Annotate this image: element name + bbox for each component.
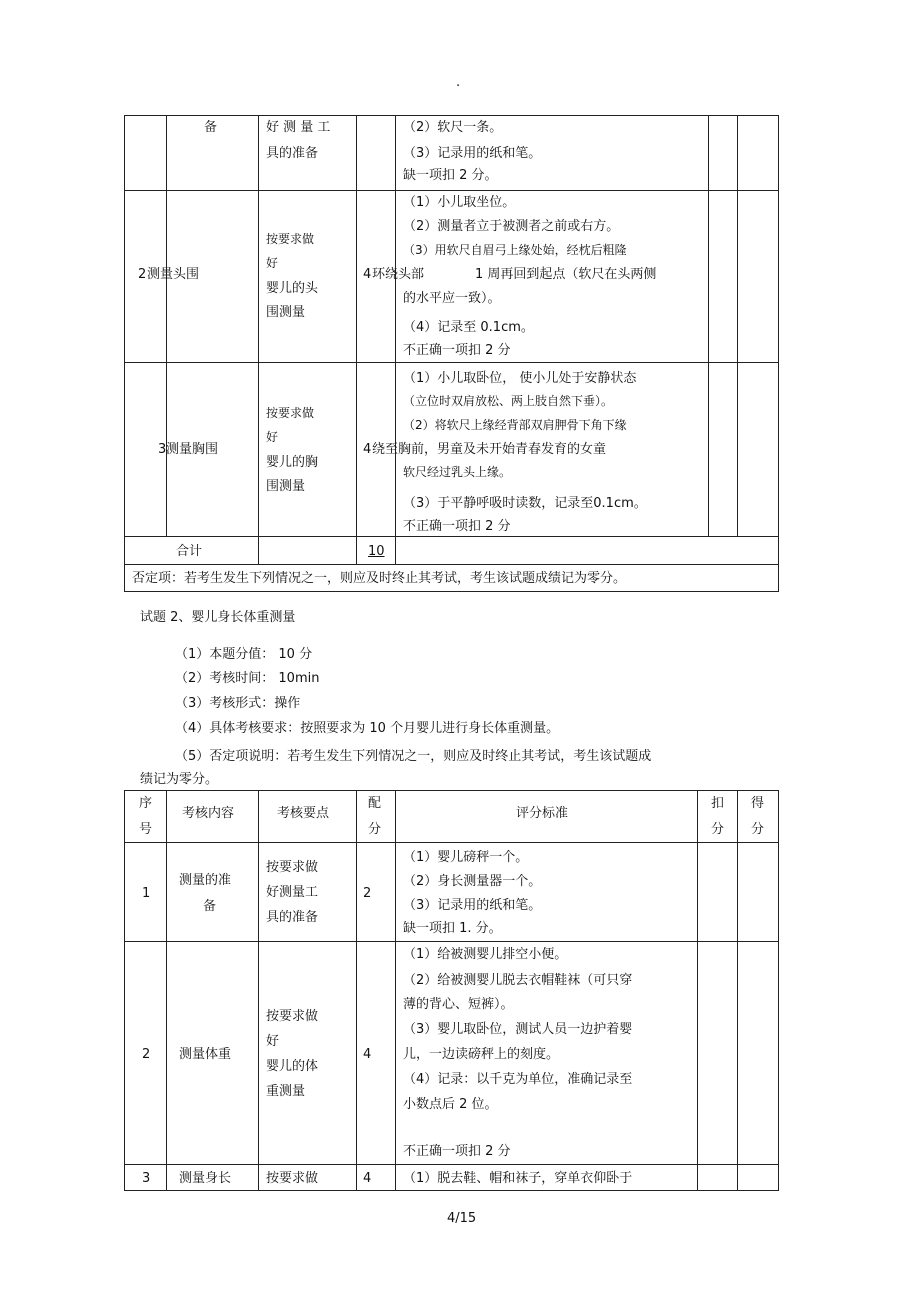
t2-head-score-1: 配 — [368, 796, 382, 811]
header-dot: . — [456, 75, 461, 90]
t2-row1-criteria-2: （2）身长测量器一个。 — [403, 874, 542, 889]
t1-rowB-criteria-8: 不正确一项扣 2 分 — [403, 343, 511, 358]
section-title: 试题 2、婴儿身长体重测量 — [140, 610, 296, 625]
t1-rowB-point-4: 围测量 — [266, 305, 306, 320]
t2-row1-item-2: 备 — [203, 899, 217, 914]
t2-row1-point-1: 按要求做 — [266, 860, 319, 875]
t1-rowB-point-3: 婴儿的头 — [266, 281, 319, 296]
t1-rowC-criteria-7: 不正确一项扣 2 分 — [403, 519, 511, 534]
t1-total-label: 合计 — [176, 544, 203, 559]
section-item-3: （3）考核形式：操作 — [175, 696, 301, 711]
t2-head-get-2: 分 — [751, 822, 765, 837]
section-item-4: （4）具体考核要求：按照要求为 10 个月婴儿进行身长体重测量。 — [175, 721, 560, 736]
t2-head-content: 考核内容 — [182, 806, 235, 821]
t1-rowC-point-4: 围测量 — [266, 479, 306, 494]
t2-head-seq-1: 序 — [139, 796, 153, 811]
t1-rowB-criteria-1: （1）小儿取坐位。 — [403, 195, 516, 210]
t1-rowC-criteria-3: （2）将软尺上缘经背部双肩胛骨下角下缘 — [403, 418, 627, 432]
section-item-6: 绩记为零分。 — [140, 772, 219, 787]
t1-rowB-point-2: 好 — [266, 256, 279, 270]
t1-rowA-point-1: 好 测 量 工 — [266, 120, 331, 135]
t2-head-criteria: 评分标准 — [516, 806, 569, 821]
t2-row2-point-1: 按要求做 — [266, 1009, 319, 1024]
t2-row1-criteria-1: （1）婴儿磅秤一个。 — [403, 850, 529, 865]
t2-row3-num: 3 — [142, 1171, 151, 1186]
t1-rowC-criteria-4: 绕至胸前，男童及未开始青春发育的女童 — [372, 442, 607, 457]
t1-rowB-criteria-4: 环绕头部 — [372, 267, 425, 282]
t2-head-deduct-1: 扣 — [711, 796, 725, 811]
t1-rowB-criteria-5: 1 周再回到起点（软尺在头两侧 — [475, 267, 657, 282]
t2-head-get-1: 得 — [751, 796, 765, 811]
t1-rowC-point-1: 按要求做 — [266, 406, 315, 420]
t2-row3-item: 测量身长 — [179, 1171, 232, 1186]
t1-rowB-criteria-7: （4）记录至 0.1cm。 — [403, 320, 534, 335]
t2-row3-score: 4 — [363, 1171, 372, 1186]
section-item-2: （2）考核时间： 10min — [175, 671, 320, 686]
section-item-5: （5）否定项说明：若考生发生下列情况之一，则应及时终止其考试，考生该试题成 — [175, 749, 652, 764]
t1-rowC-point-3: 婴儿的胸 — [266, 455, 319, 470]
t2-row2-criteria-6: （4）记录：以千克为单位，准确记录至 — [403, 1072, 633, 1087]
t2-head-seq-2: 号 — [139, 822, 153, 837]
t1-rowA-point-2: 具的准备 — [266, 146, 319, 161]
t2-row2-score: 4 — [363, 1047, 372, 1062]
t2-head-score-2: 分 — [368, 822, 382, 837]
t2-row1-criteria-4: 缺一项扣 1. 分。 — [403, 921, 502, 936]
t1-rowC-point-2: 好 — [266, 430, 279, 444]
t1-rowB-criteria-3: （3）用软尺自眉弓上缘处始，经枕后粗隆 — [403, 243, 627, 257]
t2-row1-point-2: 好测量工 — [266, 885, 319, 900]
t1-veto: 否定项：若考生发生下列情况之一，则应及时终止其考试，考生该试题成绩记为零分。 — [132, 571, 627, 586]
t1-rowC-criteria-6: （3）于平静呼吸时读数，记录至0.1cm。 — [403, 496, 647, 511]
t2-row2-criteria-1: （1）给被测婴儿排空小便。 — [403, 947, 568, 962]
t2-row1-criteria-3: （3）记录用的纸和笔。 — [403, 898, 542, 913]
t1-rowA-criteria-3: 缺一项扣 2 分。 — [403, 168, 498, 183]
t2-row3-point: 按要求做 — [266, 1171, 319, 1186]
t1-rowB-num: 2 — [138, 267, 147, 282]
t1-rowA-criteria-1: （2）软尺一条。 — [403, 120, 503, 135]
section-item-1: （1）本题分值： 10 分 — [175, 647, 313, 662]
t2-row2-point-2: 好 — [266, 1034, 280, 1049]
t1-rowB-item: 测量头围 — [147, 267, 200, 282]
t1-rowB-criteria-6: 的水平应一致）。 — [403, 291, 501, 306]
t2-row2-criteria-2: （2）给被测婴儿脱去衣帽鞋袜（可只穿 — [403, 973, 633, 988]
t1-rowB-point-1: 按要求做 — [266, 232, 315, 246]
t1-rowC-item: 测量胸围 — [166, 442, 219, 457]
t2-row2-criteria-8: 不正确一项扣 2 分 — [403, 1144, 511, 1159]
t2-row2-point-4: 重测量 — [266, 1084, 306, 1099]
t1-rowC-score: 4 — [363, 442, 372, 457]
t2-head-point: 考核要点 — [277, 806, 330, 821]
t1-total-score: 10 — [368, 544, 385, 559]
t1-rowC-criteria-5: 软尺经过乳头上缘。 — [403, 465, 512, 479]
t2-row2-criteria-7: 小数点后 2 位。 — [403, 1097, 498, 1112]
t1-rowB-criteria-2: （2）测量者立于被测者之前或右方。 — [403, 219, 620, 234]
t2-row3-criteria: （1）脱去鞋、帽和袜子，穿单衣仰卧于 — [403, 1171, 633, 1186]
t1-rowB-score: 4 — [363, 267, 372, 282]
t2-row1-item-1: 测量的准 — [179, 873, 232, 888]
t1-rowA-item: 备 — [204, 120, 218, 135]
t2-row2-criteria-3: 薄的背心、短裤）。 — [403, 997, 514, 1012]
t2-row1-num: 1 — [142, 886, 151, 901]
t2-row2-criteria-4: （3）婴儿取卧位，测试人员一边护着婴 — [403, 1022, 633, 1037]
t2-row1-score: 2 — [363, 886, 372, 901]
t2-row2-criteria-5: 儿，一边读磅秤上的刻度。 — [403, 1047, 560, 1062]
t2-row1-point-3: 具的准备 — [266, 910, 319, 925]
t1-rowC-criteria-2: （立位时双肩放松、两上肢自然下垂）。 — [403, 394, 614, 408]
t2-head-deduct-2: 分 — [711, 822, 725, 837]
page-number: 4/15 — [447, 1211, 477, 1226]
t1-rowA-criteria-2: （3）记录用的纸和笔。 — [403, 146, 542, 161]
t2-row2-point-3: 婴儿的体 — [266, 1059, 319, 1074]
t2-row2-item: 测量体重 — [179, 1047, 232, 1062]
t1-rowC-num: 3 — [158, 442, 167, 457]
t2-row2-num: 2 — [142, 1047, 151, 1062]
t1-rowC-criteria-1: （1）小儿取卧位， 使小儿处于安静状态 — [403, 371, 637, 386]
